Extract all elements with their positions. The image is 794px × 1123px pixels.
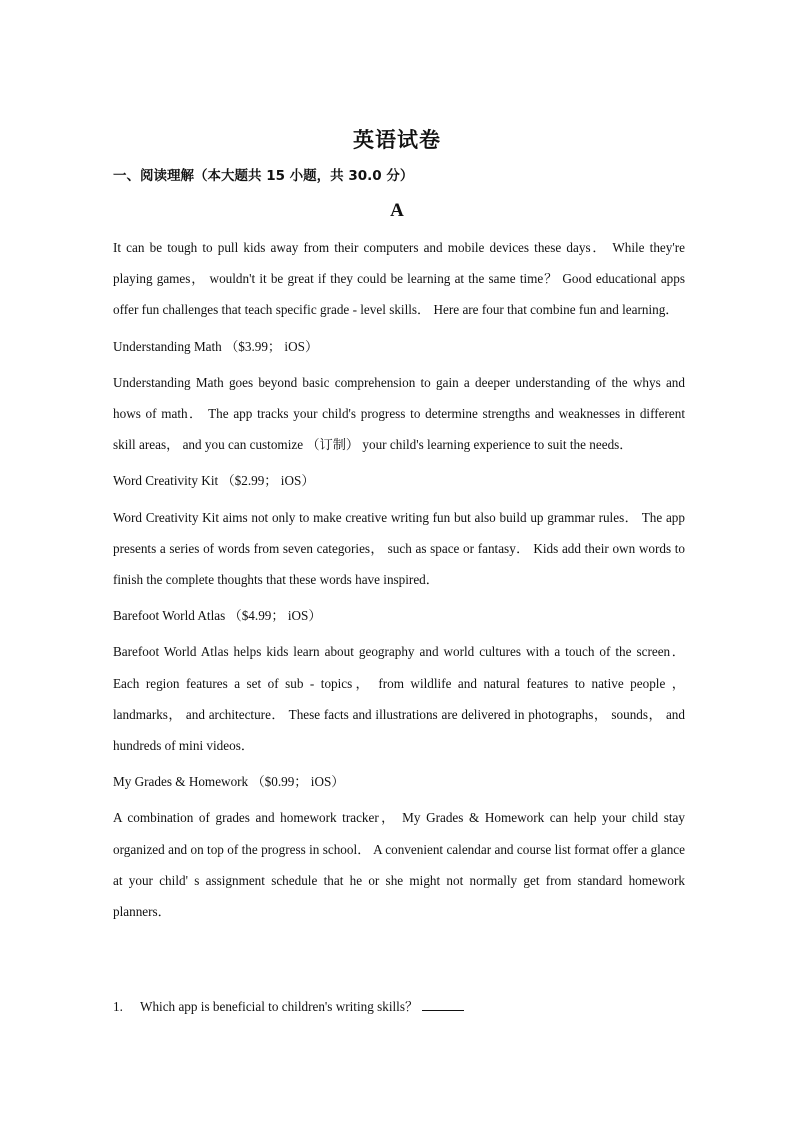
app-description-word-creativity-kit: Word Creativity Kit aims not only to make creative writing fun but also build up grammar rules． The app presents a series of words from seven categories， such as space or fantasy． Kids add their own words to finish the complete thoughts that these words have inspired． — [113, 509, 685, 588]
app-heading-understanding-math: Understanding Math （$3.99； iOS） — [113, 338, 319, 354]
app-heading-my-grades-homework: My Grades & Homework （$0.99； iOS） — [113, 774, 345, 790]
question-text: Which app is beneficial to children's writing skills？ — [140, 999, 419, 1014]
app-description-understanding-math: Understanding Math goes beyond basic comprehension to gain a deeper understanding of the whys and hows of math． The app tracks your child's progress to determine strengths and weaknesses in different skill areas， and you can customize （订制） your child's learning experience to suit the needs． — [113, 374, 685, 453]
app-heading-barefoot-world-atlas: Barefoot World Atlas （$4.99； iOS） — [113, 608, 322, 624]
intro-paragraph: It can be tough to pull kids away from their computers and mobile devices these days． While they're playing games， wouldn't it be great if they could be learning at the same time？ Good educational apps offer fun challenges that teach specific grade - level skills． Here are four that combine fun and learning． — [113, 240, 685, 318]
question-number: 1. — [113, 999, 123, 1014]
app-heading-word-creativity-kit: Word Creativity Kit （$2.99； iOS） — [113, 473, 315, 489]
passage-body — [113, 232, 685, 932]
app-description-barefoot-world-atlas: Barefoot World Atlas helps kids learn about geography and world cultures with a touch of the screen． Each region features a set of sub - topics， from wildlife and natural features to native people ，landmarks， and architecture． These facts and illustrations are delivered in photographs， sounds， and hundreds of mini videos． — [113, 644, 685, 754]
question-1 — [113, 991, 464, 1022]
page-title: 英语试卷 — [353, 127, 441, 152]
app-description-my-grades-homework: A combination of grades and homework tracker， My Grades & Homework can help your child stay organized and on top of the progress in school． A convenient calendar and course list format offer a glance at your child' s assignment schedule that he or she might not normally get from standard homework planners． — [113, 810, 685, 920]
section-header: 一、阅读理解（本大题共 15 小题，共 30.0 分） — [113, 168, 414, 184]
passage-label: A — [390, 200, 404, 221]
answer-blank[interactable] — [422, 996, 464, 1011]
